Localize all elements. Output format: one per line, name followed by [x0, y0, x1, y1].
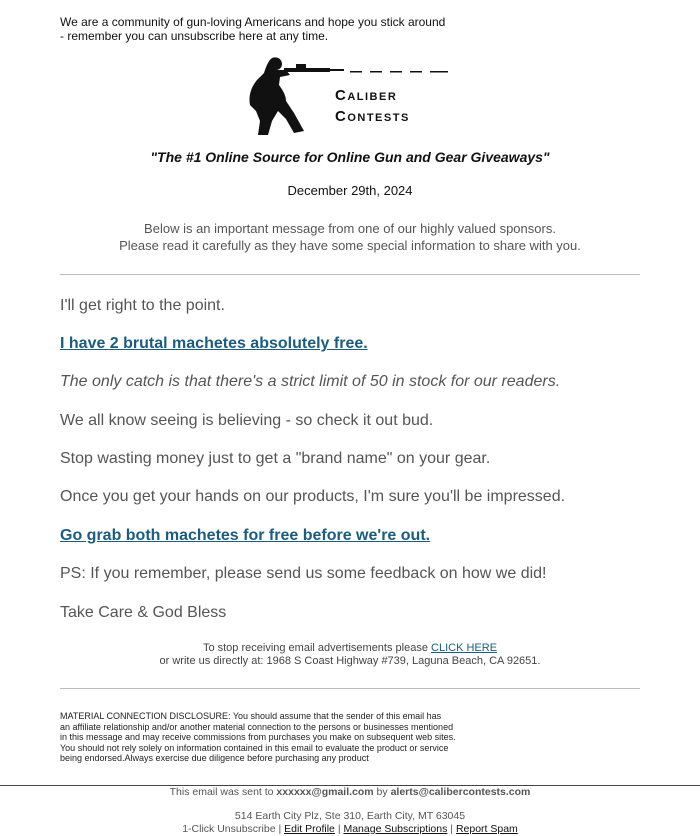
email-footer	[0, 786, 700, 836]
impressed-text: Once you get your hands on our products, I'm sure you'll be impressed.	[60, 488, 566, 505]
unsubscribe-notice	[0, 642, 700, 668]
disclosure-line: in this message and may receive commissions from purchases you make on subsequent web sites.	[60, 732, 456, 743]
caliber-contests-logo	[246, 55, 456, 140]
sponsor-notice	[0, 220, 700, 254]
mailing-address: or write us directly at: 1968 S Coast Highway #739, Laguna Beach, CA 92651.	[159, 655, 541, 667]
click-here-link[interactable]: CLICK HERE	[431, 642, 498, 654]
stock-limit-text: The only catch is that there's a strict limit of 50 in stock for our readers.	[60, 373, 561, 390]
brand-name-text: Stop wasting money just to get a "brand name" on your gear.	[60, 450, 491, 467]
divider-top	[60, 274, 640, 275]
one-click-unsubscribe-label: 1-Click Unsubscribe	[182, 823, 276, 835]
disclosure-line: You should not rely solely on information contained in this email to evaluate the product or service	[60, 742, 449, 753]
sign-off-text: Take Care & God Bless	[60, 604, 227, 621]
date: December 29th, 2024	[287, 183, 413, 198]
manage-subscriptions-link[interactable]: Manage Subscriptions	[343, 823, 448, 835]
sent-mid: by	[373, 786, 391, 798]
logo-line-2: Contests	[335, 108, 410, 125]
report-spam-link[interactable]: Report Spam	[455, 823, 518, 835]
footer-links	[0, 823, 700, 836]
sent-to-line	[0, 786, 700, 799]
logo-wordmark	[335, 85, 410, 127]
grab-machetes-link[interactable]: Go grab both machetes for free before we're out.	[60, 527, 431, 544]
disclosure-line: being endorsed.Always exercise due diligence before purchasing any product	[60, 753, 369, 764]
separator: |	[275, 823, 285, 835]
intro-line-2: - remember you can unsubscribe here at any time.	[60, 29, 329, 43]
material-disclosure	[60, 711, 510, 764]
sponsor-line-1: Below is an important message from one of our highly valued sponsors.	[144, 221, 556, 236]
sent-prefix: This email was sent to	[169, 786, 277, 798]
edit-profile-link[interactable]: Edit Profile	[284, 823, 335, 835]
separator: |	[334, 823, 344, 835]
logo-line-1: Caliber	[335, 87, 398, 104]
intro-text	[60, 15, 480, 43]
sender-email: alerts@calibercontests.com	[390, 786, 531, 798]
intro-line-1: We are a community of gun-loving Americans and hope you stick around	[60, 15, 446, 29]
sponsor-line-2: Please read it carefully as they have some special information to share with you.	[119, 238, 581, 253]
separator: |	[447, 823, 456, 835]
feedback-text: PS: If you remember, please send us some feedback on how we did!	[60, 565, 547, 582]
disclosure-line: MATERIAL CONNECTION DISCLOSURE: You should assume that the sender of this email has	[60, 711, 442, 721]
tagline: "The #1 Online Source for Online Gun and Gear Giveaways"	[150, 149, 550, 165]
divider-bottom	[60, 688, 640, 689]
message-intro: I'll get right to the point.	[60, 297, 225, 314]
seeing-believing-text: We all know seeing is believing - so check it out bud.	[60, 412, 434, 429]
footer-address: 514 Earth City Plz, Ste 310, Earth City, MT 63045	[234, 810, 466, 822]
disclosure-line: an affiliate relationship and/or another material connection to the persons or businesses mentioned	[60, 721, 454, 732]
stop-text: To stop receiving email advertisements please	[202, 642, 432, 654]
machetes-offer-link[interactable]: I have 2 brutal machetes absolutely free.	[60, 335, 368, 352]
recipient-email: xxxxxx@gmail.com	[276, 786, 374, 798]
